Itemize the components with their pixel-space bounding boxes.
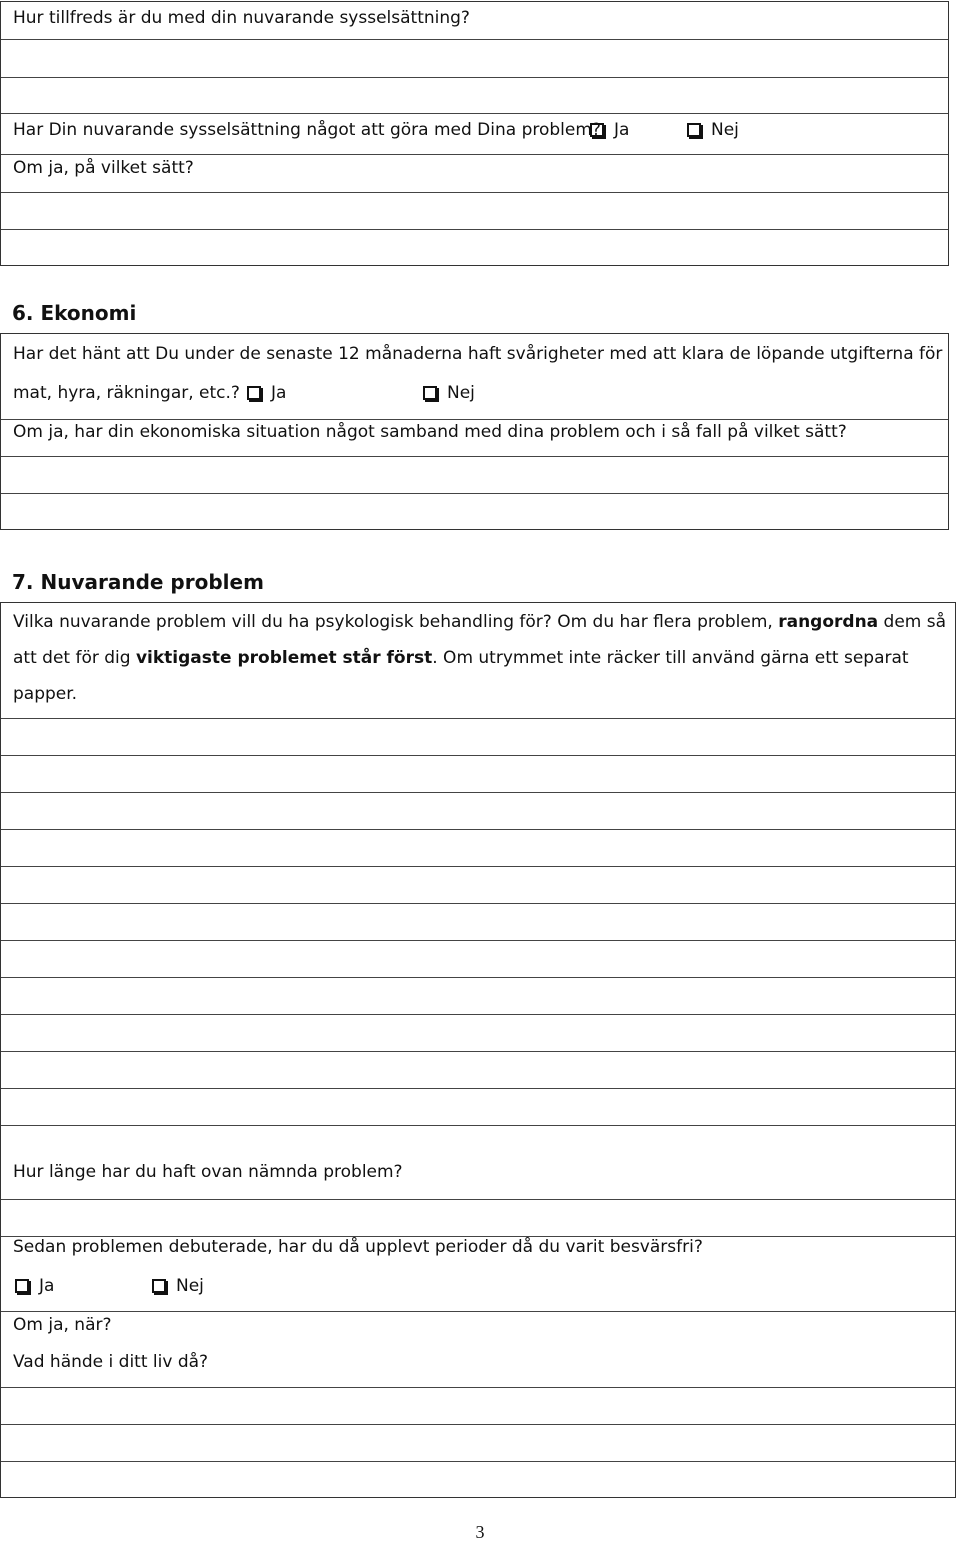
nej-option[interactable]: [423, 383, 475, 403]
checkbox-icon[interactable]: [423, 386, 437, 400]
page-number: 3: [475, 1522, 485, 1542]
nej-option[interactable]: [152, 1276, 204, 1296]
occupation-problem-question: Har Din nuvarande sysselsättning något att göra med Dina problem?: [13, 120, 601, 140]
answer-line[interactable]: [1, 456, 948, 457]
divider: [1, 1311, 955, 1312]
ja-option[interactable]: [247, 383, 286, 403]
answer-line[interactable]: [1, 829, 955, 830]
nej-label: Nej: [711, 120, 739, 140]
answer-line[interactable]: [1, 1051, 955, 1052]
checkbox-icon[interactable]: [687, 123, 701, 137]
instruction-emphasis: viktigaste problemet står först: [135, 648, 433, 668]
ja-option[interactable]: [15, 1276, 54, 1296]
answer-line[interactable]: [1, 1424, 955, 1425]
answer-line[interactable]: [1, 940, 955, 941]
answer-line[interactable]: [1, 192, 948, 193]
economy-question-line1: Har det hänt att Du under de senaste 12 månaderna haft svårigheter med att klara de löpande utgifterna för: [13, 344, 943, 364]
instruction-text: . Om utrymmet inte räcker till använd gärna ett separat: [432, 648, 909, 668]
answer-line[interactable]: [1, 1125, 955, 1126]
problem-box: [0, 602, 956, 1498]
answer-line[interactable]: [1, 1088, 955, 1089]
nej-label: Nej: [447, 383, 475, 403]
when-question: Om ja, när?: [13, 1315, 112, 1335]
answer-line[interactable]: [1, 866, 955, 867]
economy-question-line2: mat, hyra, räkningar, etc.?: [13, 383, 240, 403]
checkbox-icon[interactable]: [247, 386, 261, 400]
problem-instruction-line2: [13, 648, 909, 668]
occupation-satisfaction-question: Hur tillfreds är du med din nuvarande sysselsättning?: [13, 8, 470, 28]
nej-label: Nej: [176, 1276, 204, 1296]
answer-line[interactable]: [1, 903, 955, 904]
answer-line[interactable]: [1, 755, 955, 756]
answer-line[interactable]: [1, 229, 948, 230]
answer-line[interactable]: [1, 977, 955, 978]
instruction-emphasis: rangordna: [778, 612, 879, 632]
instruction-text: dem så: [878, 612, 947, 632]
answer-line[interactable]: [1, 493, 948, 494]
answer-line[interactable]: [1, 1387, 955, 1388]
ja-label: Ja: [614, 120, 630, 140]
economy-box: [0, 333, 949, 530]
occupation-box: [0, 1, 949, 266]
checkbox-icon[interactable]: [15, 1279, 29, 1293]
divider: [1, 154, 948, 155]
checkbox-icon[interactable]: [152, 1279, 166, 1293]
divider: [1, 419, 948, 420]
answer-line[interactable]: [1, 1199, 955, 1200]
answer-line[interactable]: [1, 77, 948, 78]
ja-label: Ja: [39, 1276, 55, 1296]
symptom-free-question: Sedan problemen debuterade, har du då upplevt perioder då du varit besvärsfri?: [13, 1237, 703, 1257]
answer-line[interactable]: [1, 792, 955, 793]
answer-line[interactable]: [1, 1461, 955, 1462]
problem-instruction-line3: papper.: [13, 684, 78, 704]
instruction-text: att det för dig: [13, 648, 136, 668]
occupation-followup: Om ja, på vilket sätt?: [13, 158, 194, 178]
divider: [1, 113, 948, 114]
answer-line[interactable]: [1, 39, 948, 40]
checkbox-icon[interactable]: [590, 123, 604, 137]
what-happened-question: Vad hände i ditt liv då?: [13, 1352, 209, 1372]
nej-option[interactable]: [687, 120, 739, 140]
ja-label: Ja: [271, 383, 287, 403]
instruction-text: Vilka nuvarande problem vill du ha psykologisk behandling för? Om du har flera problem,: [13, 612, 779, 632]
answer-line[interactable]: [1, 718, 955, 719]
section-6-heading: 6. Ekonomi: [12, 301, 137, 325]
ja-option[interactable]: [590, 120, 629, 140]
economy-followup: Om ja, har din ekonomiska situation något samband med dina problem och i så fall på vilket sätt?: [13, 422, 847, 442]
duration-question: Hur länge har du haft ovan nämnda problem?: [13, 1162, 403, 1182]
section-7-heading: 7. Nuvarande problem: [12, 570, 264, 594]
problem-instruction-line1: [13, 612, 946, 632]
answer-line[interactable]: [1, 1014, 955, 1015]
